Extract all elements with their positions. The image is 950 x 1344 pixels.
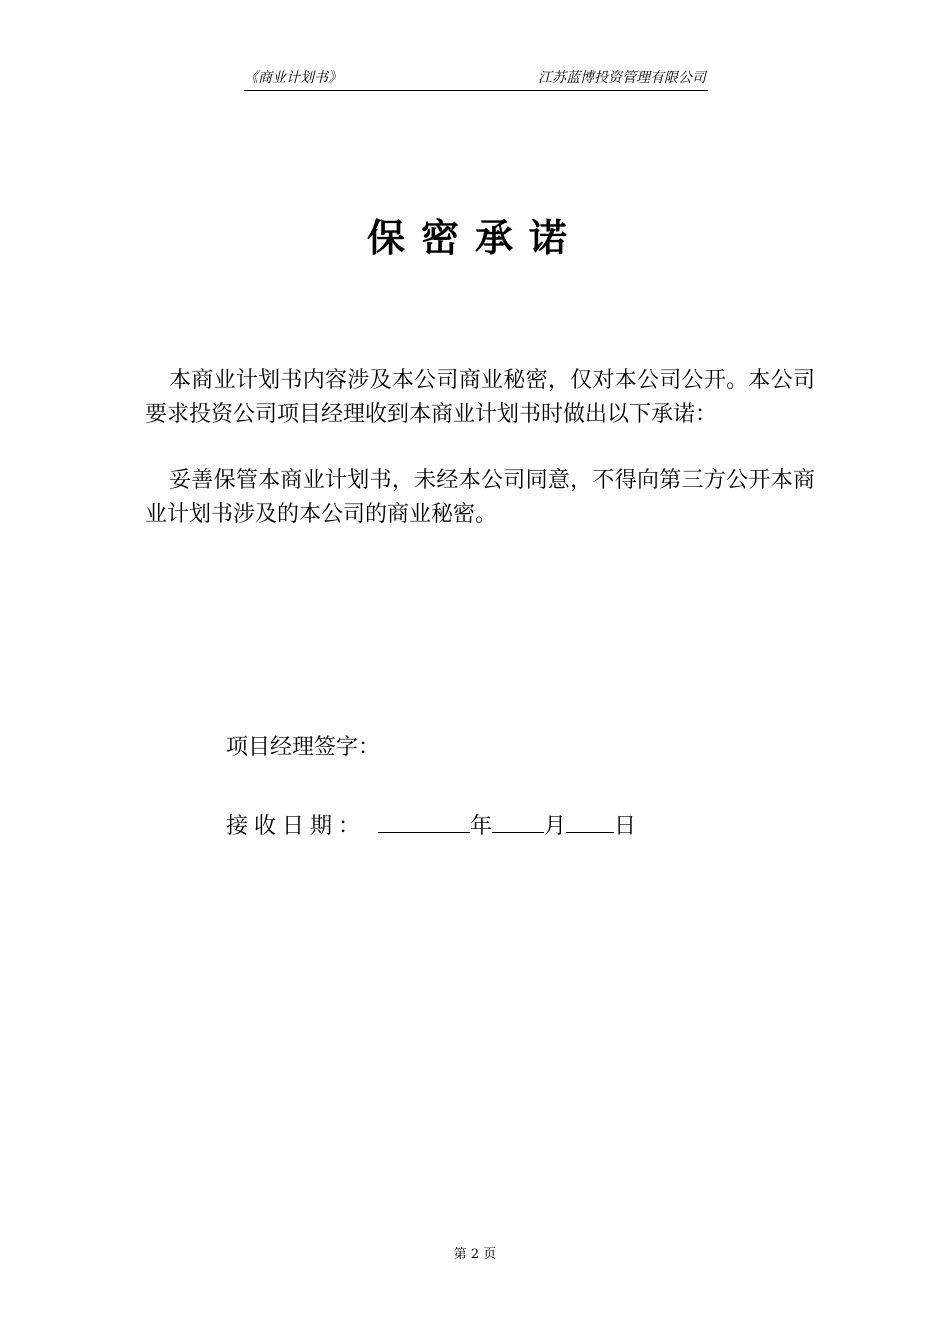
confidentiality-paragraph-1: 本商业计划书内容涉及本公司商业秘密，仅对本公司公开。本公司要求投资公司项目经理收到本商业计划书时做出以下承诺： bbox=[145, 368, 815, 427]
confidentiality-paragraph-2: 妥善保管本商业计划书，未经本公司同意，不得向第三方公开本商业计划书涉及的本公司的商业秘密。 bbox=[145, 468, 815, 527]
signature-label: 项目经理签字： bbox=[226, 735, 381, 760]
header-company-name: 江苏蓝博投资管理有限公司 bbox=[538, 70, 706, 86]
year-unit: 年 bbox=[470, 814, 493, 839]
page-number: 第 2 页 bbox=[453, 1247, 497, 1262]
receipt-date-line bbox=[226, 806, 636, 845]
year-blank bbox=[378, 806, 470, 833]
receipt-date-label: 接收日期： bbox=[226, 814, 367, 839]
month-unit: 月 bbox=[544, 814, 567, 839]
day-blank bbox=[566, 806, 614, 833]
page-header bbox=[244, 68, 708, 91]
header-doc-title: 《商业计划书》 bbox=[244, 70, 342, 86]
page-title: 保密承诺 bbox=[366, 215, 583, 260]
month-blank bbox=[492, 806, 544, 833]
day-unit: 日 bbox=[614, 814, 637, 839]
